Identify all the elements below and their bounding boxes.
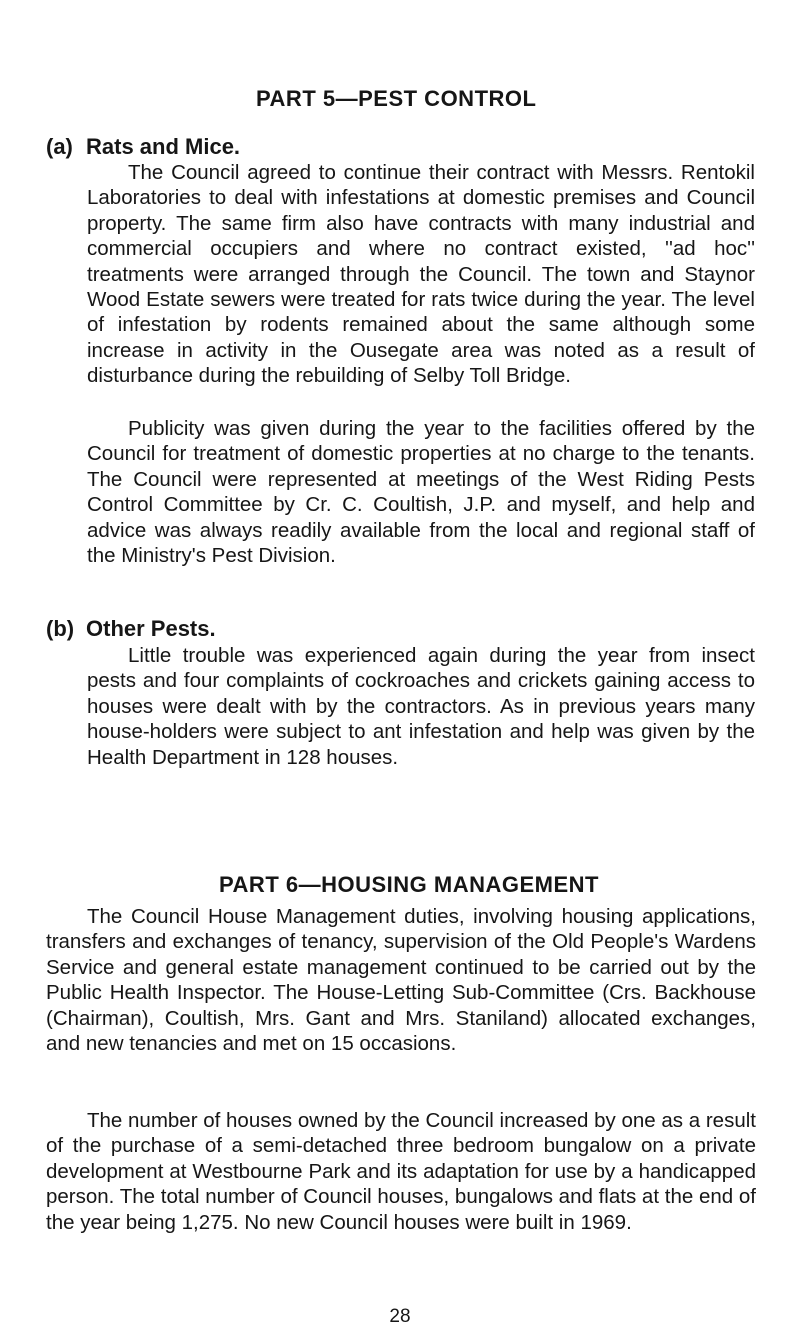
section-b-label: (b) (46, 616, 75, 641)
part6-heading: PART 6—HOUSING MANAGEMENT (219, 872, 599, 897)
housing-paragraph-1: The Council House Management duties, involving housing applications, transfers and exchanges of tenancy, supervision of the Old People's Wardens Service and general estate management continued to be carried out by the Public Health Inspector. The House-Letting Sub-Committee (Crs. Backhouse (Chairman), Coultish, Mrs. Gant and Mrs. Staniland) allocated exchanges, and new tenancies and met on 15 occasions. (46, 905, 756, 1056)
section-a-label: (a) (46, 134, 73, 159)
rats-mice-paragraph-1: The Council agreed to continue their contract with Messrs. Rentokil Laboratories to deal with infestations at domestic premises and Council property. The same firm also have contracts with many industrial and commercial occupiers and where no contract existed, ''ad hoc'' treatments were arranged through the Council. The town and Staynor Wood Estate sewers were treated for rats twice during the year. The level of infestation by rodents remained about the same although some increase in activity in the Ousegate area was noted as a result of disturbance during the rebuilding of Selby Toll Bridge. (87, 161, 755, 388)
page-number: 28 (389, 1306, 411, 1327)
rats-mice-paragraph-2: Publicity was given during the year to the facilities offered by the Council for treatment of domestic properties at no charge to the tenants. The Council were represented at meetings of the West Riding Pests Control Committee by Cr. C. Coultish, J.P. and myself, and help and advice was always readily available from the local and regional staff of the Ministry's Pest Division. (87, 417, 755, 568)
section-a-title: Rats and Mice. (86, 134, 241, 159)
other-pests-paragraph: Little trouble was experienced again during the year from insect pests and four complaints of cockroaches and crickets gaining access to houses were dealt with by the contractors. As in previous years many house-holders were subject to ant infestation and help was given by the Health Department in 128 houses. (87, 644, 755, 769)
section-b-title: Other Pests. (86, 616, 216, 641)
housing-paragraph-2: The number of houses owned by the Council increased by one as a result of the purchase of a semi-detached three bedroom bungalow on a private development at Westbourne Park and its adaptation for use by a handicapped person. The total number of Council houses, bungalows and flats at the end of the year being 1,275. No new Council houses were built in 1969. (46, 1109, 756, 1234)
section-a-heading (46, 134, 240, 160)
section-b-heading (46, 616, 216, 642)
part5-heading: PART 5—PEST CONTROL (256, 86, 537, 111)
